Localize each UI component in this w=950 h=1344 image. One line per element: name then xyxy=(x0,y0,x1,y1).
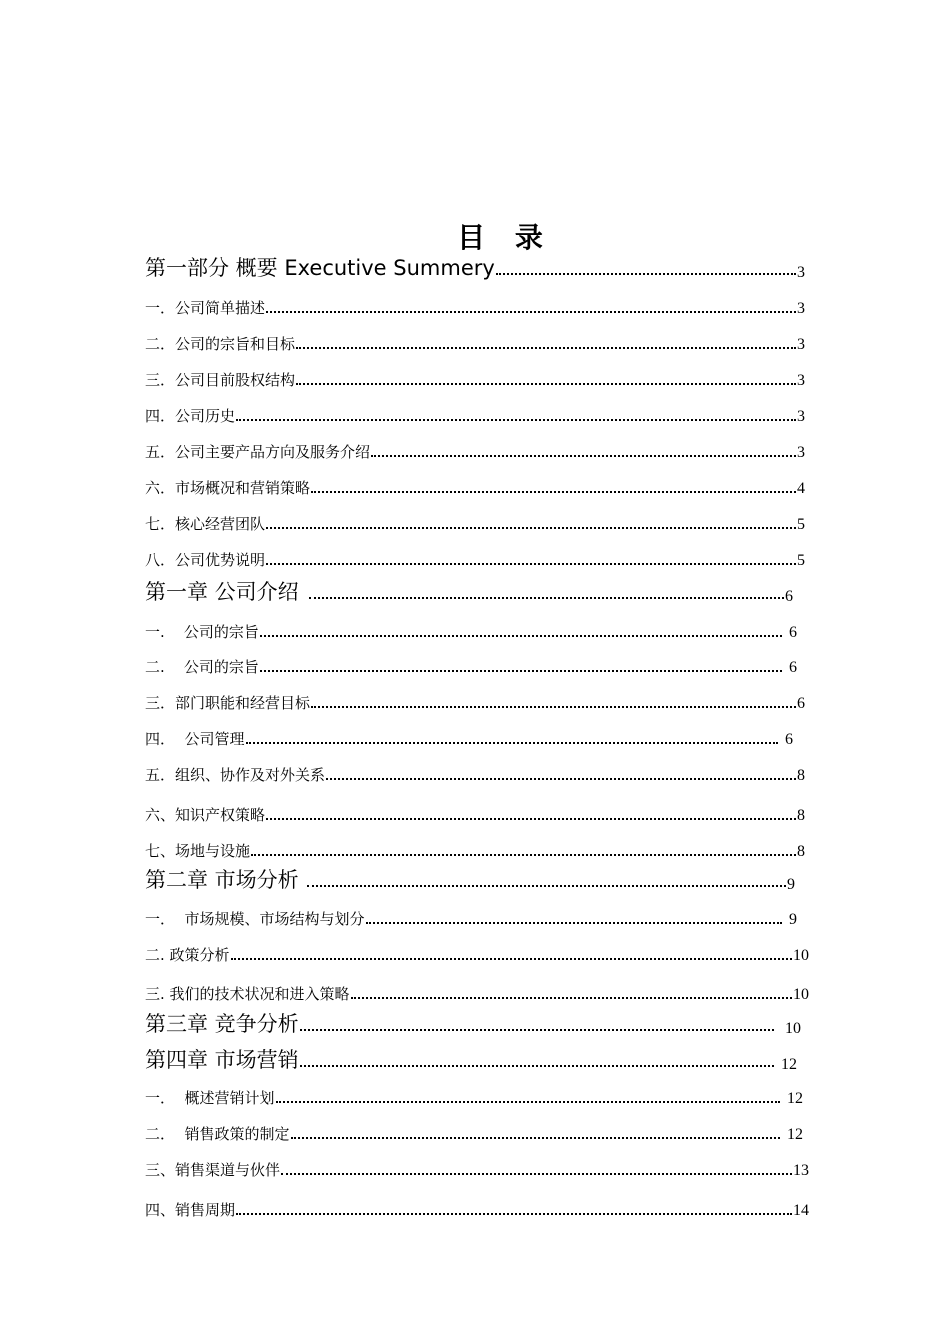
dot-leader xyxy=(236,1199,792,1215)
dot-leader xyxy=(307,871,786,887)
dot-leader xyxy=(311,477,796,493)
dot-leader xyxy=(496,259,796,275)
dot-leader xyxy=(311,692,796,708)
toc-entry-label: 三．公司目前股权结构 xyxy=(145,371,296,389)
dot-leader xyxy=(291,1123,780,1139)
dot-leader xyxy=(371,441,796,457)
toc-entry-label: 第一章 公司介绍 xyxy=(145,580,299,604)
toc-entry-label: 三. 我们的技术状况和进入策略 xyxy=(145,985,350,1003)
dot-leader xyxy=(281,1159,792,1175)
toc-entry-label: 四、销售周期 xyxy=(145,1201,236,1219)
toc-entry[interactable] xyxy=(145,472,805,498)
dot-leader xyxy=(266,297,796,313)
dot-leader xyxy=(309,583,784,599)
dot-leader xyxy=(236,405,796,421)
toc-entry-label: 三．部门职能和经营目标 xyxy=(145,694,311,712)
toc-entry-label: 八．公司优势说明 xyxy=(145,551,266,569)
dot-leader xyxy=(296,369,796,385)
toc-entry-page: 12 xyxy=(787,1126,803,1143)
toc-entry[interactable] xyxy=(145,508,805,534)
dot-leader xyxy=(266,804,796,820)
toc-entry-page: 10 xyxy=(793,986,809,1003)
toc-entry-page: 3 xyxy=(797,372,805,389)
dot-leader xyxy=(260,656,782,672)
toc-entry-label: 第一部分 概要 Executive Summery xyxy=(145,256,495,280)
toc-entry[interactable] xyxy=(145,687,805,713)
toc-entry[interactable] xyxy=(145,835,805,861)
toc-entry[interactable] xyxy=(145,400,805,426)
toc-entry-label: 二．公司的宗旨和目标 xyxy=(145,335,296,353)
toc-entry[interactable] xyxy=(145,292,805,318)
dot-leader xyxy=(300,1015,774,1031)
dot-leader xyxy=(296,333,796,349)
toc-entry-page: 10 xyxy=(785,1020,801,1037)
toc-entry-page: 3 xyxy=(797,300,805,317)
toc-entry-label: 一．公司简单描述 xyxy=(145,299,266,317)
toc-entry-page: 8 xyxy=(797,843,805,860)
toc-entry-page: 6 xyxy=(785,588,793,605)
toc-entry[interactable] xyxy=(145,978,809,1004)
dot-leader xyxy=(260,621,782,637)
toc-entry-page: 13 xyxy=(793,1162,809,1179)
toc-entry[interactable] xyxy=(145,1048,797,1074)
toc-entry[interactable] xyxy=(145,759,805,785)
toc-entry-page: 3 xyxy=(797,408,805,425)
dot-leader xyxy=(231,944,792,960)
toc-entry-label: 第四章 市场营销 xyxy=(145,1048,299,1072)
toc-entry-label: 第三章 竞争分析 xyxy=(145,1012,299,1036)
toc-entry[interactable] xyxy=(145,580,793,606)
toc-entry[interactable] xyxy=(145,1154,809,1180)
dot-leader xyxy=(276,1087,780,1103)
toc-entry-label: 第二章 市场分析 xyxy=(145,868,299,892)
dot-leader xyxy=(326,764,796,780)
toc-entry-page: 6 xyxy=(785,731,793,748)
toc-entry-label: 五．组织、协作及对外关系 xyxy=(145,766,326,784)
toc-entry-page: 12 xyxy=(787,1090,803,1107)
toc-entry-label: 六、知识产权策略 xyxy=(145,806,266,824)
toc-entry-label: 六．市场概况和营销策略 xyxy=(145,479,311,497)
toc-entry[interactable] xyxy=(145,544,805,570)
toc-entry-label: 二. 公司的宗旨 xyxy=(145,658,259,676)
toc-entry-page: 10 xyxy=(793,947,809,964)
toc-entry-page: 8 xyxy=(797,807,805,824)
toc-entry-label: 一. 公司的宗旨 xyxy=(145,623,259,641)
toc-entry[interactable] xyxy=(145,939,809,965)
toc-entry-label: 一． 概述营销计划 xyxy=(145,1089,275,1107)
toc-entry[interactable] xyxy=(145,364,805,390)
toc-entry-page: 3 xyxy=(797,264,805,281)
toc-entry[interactable] xyxy=(145,868,795,894)
toc-entry[interactable] xyxy=(145,436,805,462)
toc-entry-page: 6 xyxy=(789,659,797,676)
toc-entry-page: 3 xyxy=(797,336,805,353)
toc-entry[interactable] xyxy=(145,1082,803,1108)
dot-leader xyxy=(300,1051,774,1067)
dot-leader xyxy=(251,840,796,856)
toc-entry-page: 6 xyxy=(797,695,805,712)
toc-entry-label: 七、场地与设施 xyxy=(145,842,251,860)
toc-entry[interactable] xyxy=(145,256,805,282)
toc-entry-label: 三、销售渠道与伙伴 xyxy=(145,1161,281,1179)
toc-entry-page: 14 xyxy=(793,1202,809,1219)
dot-leader xyxy=(266,549,796,565)
dot-leader xyxy=(366,908,782,924)
toc-entry-page: 12 xyxy=(781,1056,797,1073)
toc-entry-page: 4 xyxy=(797,480,805,497)
dot-leader xyxy=(266,513,796,529)
toc-entry[interactable] xyxy=(145,903,797,929)
toc-entry-label: 一． 市场规模、市场结构与划分 xyxy=(145,910,365,928)
toc-entry-page: 6 xyxy=(789,624,797,641)
toc-entry-label: 二. 政策分析 xyxy=(145,946,230,964)
toc-title: 目 录 xyxy=(457,221,553,254)
toc-entry-page: 3 xyxy=(797,444,805,461)
toc-entry-page: 5 xyxy=(797,516,805,533)
toc-entry-label: 七．核心经营团队 xyxy=(145,515,266,533)
toc-entry-label: 四．公司历史 xyxy=(145,407,236,425)
toc-entry[interactable] xyxy=(145,1118,803,1144)
toc-entry-page: 8 xyxy=(797,767,805,784)
toc-entry[interactable] xyxy=(145,1012,801,1038)
toc-entry[interactable] xyxy=(145,328,805,354)
toc-entry[interactable] xyxy=(145,616,797,642)
toc-entry[interactable] xyxy=(145,799,805,825)
dot-leader xyxy=(246,728,778,744)
toc-entry[interactable] xyxy=(145,651,797,677)
toc-entry-label: 二． 销售政策的制定 xyxy=(145,1125,290,1143)
toc-entry-page: 9 xyxy=(789,911,797,928)
toc-entry-page: 9 xyxy=(787,876,795,893)
dot-leader xyxy=(351,983,792,999)
toc-entry-label: 四． 公司管理 xyxy=(145,730,245,748)
toc-entry[interactable] xyxy=(145,723,793,749)
toc-entry[interactable] xyxy=(145,1194,809,1220)
toc-entry-page: 5 xyxy=(797,552,805,569)
toc-entry-label: 五．公司主要产品方向及服务介绍 xyxy=(145,443,371,461)
